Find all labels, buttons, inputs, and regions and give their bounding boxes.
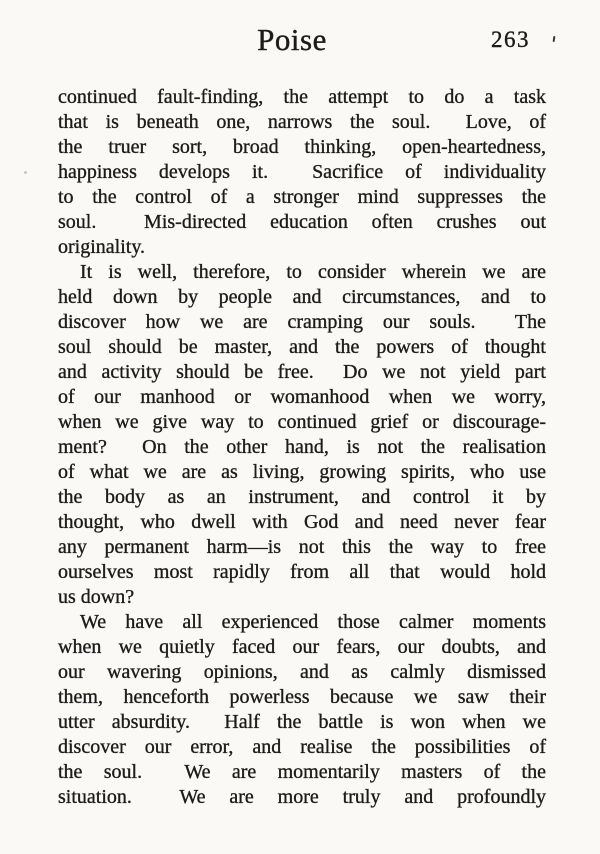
text-line: ment? On the other hand, is not the realisation (58, 436, 546, 458)
text-line: We have all experienced those calmer moments (80, 611, 546, 633)
text-line: and activity should be free. Do we not yield part (58, 361, 546, 383)
text-line: us down? (58, 586, 135, 608)
text-line: the body as an instrument, and control it by (58, 486, 546, 508)
text-line: the soul. We are momentarily masters of the (58, 761, 546, 783)
text-line: originality. (58, 236, 146, 258)
text-line: to the control of a stronger mind suppresses the (58, 186, 546, 208)
text-line: when we quietly faced our fears, our doubts, and (58, 636, 546, 658)
text-line: thought, who dwell with God and need never fear (58, 511, 546, 533)
page-title: Poise (257, 22, 327, 57)
text-line: held down by people and circumstances, and to (58, 286, 546, 308)
text-line: when we give way to continued grief or discourage- (58, 411, 546, 433)
text-line: them, henceforth powerless because we saw their (58, 686, 546, 708)
text-block (58, 85, 546, 810)
text-line: our wavering opinions, and as calmly dismissed (58, 661, 546, 683)
text-line: of what we are as living, growing spirits, who use (58, 461, 546, 483)
text-line: It is well, therefore, to consider wherein we are (80, 261, 546, 283)
text-line: ourselves most rapidly from all that would hold (58, 561, 546, 583)
ink-speck (553, 36, 556, 42)
text-line: the truer sort, broad thinking, open-heartedness, (58, 136, 546, 158)
text-line: continued fault-finding, the attempt to do a task (58, 86, 546, 108)
text-line: discover how we are cramping our souls. The (58, 311, 546, 333)
text-line: that is beneath one, narrows the soul. Love, of (58, 111, 546, 133)
paragraph (58, 85, 546, 260)
text-line: discover our error, and realise the possibilities of (58, 736, 546, 758)
paragraph (58, 610, 546, 810)
text-line: utter absurdity. Half the battle is won when we (58, 711, 546, 733)
text-line: of our manhood or womanhood when we worry, (58, 386, 546, 408)
paragraph (58, 260, 546, 610)
text-line: soul. Mis-directed education often crushes out (58, 211, 546, 233)
ink-speck (24, 171, 27, 174)
text-line: soul should be master, and the powers of thought (58, 336, 546, 358)
page-number: 263 (491, 27, 530, 52)
text-line: situation. We are more truly and profoundly (58, 786, 546, 808)
text-line: any permanent harm—is not this the way to free (58, 536, 546, 558)
text-line: happiness develops it. Sacrifice of individuality (58, 161, 546, 183)
